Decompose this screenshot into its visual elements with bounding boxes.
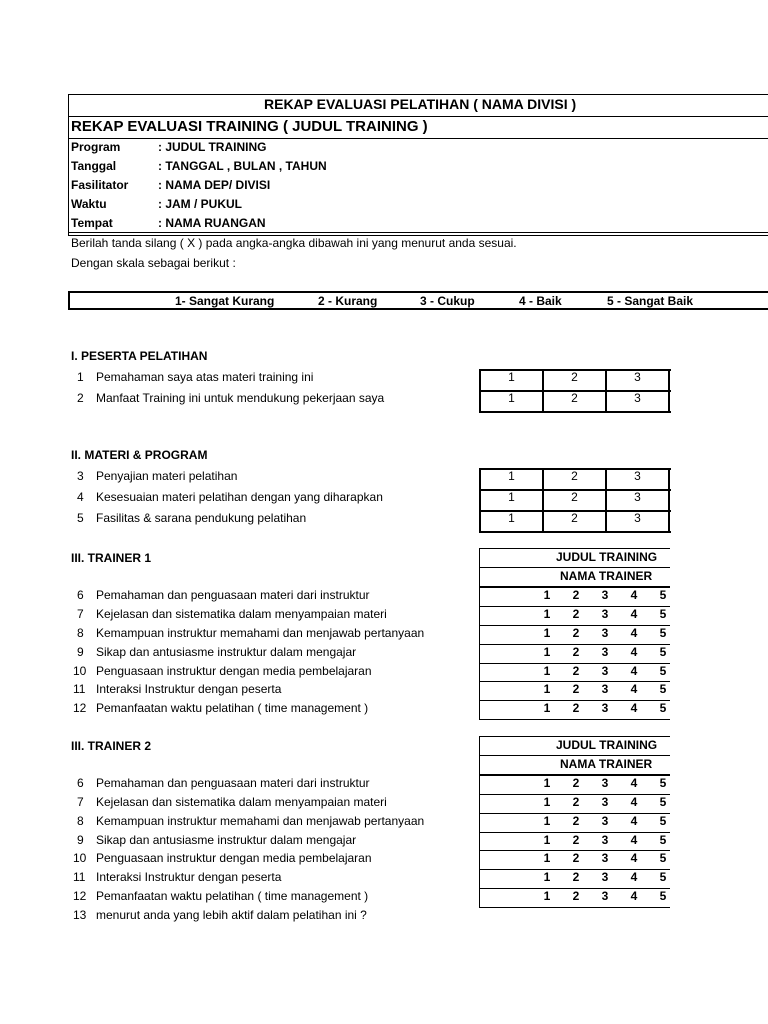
item-text: Pemahaman saya atas materi training ini bbox=[96, 370, 314, 384]
rating-option-5[interactable]: 5 bbox=[659, 664, 667, 678]
rating-option-1[interactable]: 1 bbox=[543, 607, 551, 621]
item-text: Penguasaan instruktur dengan media pembelajaran bbox=[96, 851, 372, 865]
rating-option-3[interactable]: 3 bbox=[634, 490, 641, 504]
scale-option: 3 - Cukup bbox=[420, 294, 475, 308]
info-value: : NAMA DEP/ DIVISI bbox=[158, 178, 271, 192]
rating-option-1[interactable]: 1 bbox=[543, 833, 551, 847]
item-number: 11 bbox=[73, 870, 86, 884]
item-text: Pemahaman dan penguasaan materi dari instruktur bbox=[96, 588, 370, 602]
trainer2-trainer-name: NAMA TRAINER bbox=[560, 757, 653, 771]
item-text: Interaksi Instruktur dengan peserta bbox=[96, 870, 282, 884]
item-text: Sikap dan antusiasme instruktur dalam mengajar bbox=[96, 833, 357, 847]
item-number: 2 bbox=[77, 391, 84, 405]
rating-option-1[interactable]: 1 bbox=[543, 626, 551, 640]
rating-option-1[interactable]: 1 bbox=[508, 469, 515, 483]
rating-option-1[interactable]: 1 bbox=[543, 682, 551, 696]
rating-option-2[interactable]: 2 bbox=[572, 814, 580, 828]
rating-option-2[interactable]: 2 bbox=[572, 682, 580, 696]
rating-option-3[interactable]: 3 bbox=[601, 626, 609, 640]
item-number: 10 bbox=[73, 851, 87, 865]
rating-option-5[interactable]: 5 bbox=[659, 588, 667, 602]
item-number: 4 bbox=[77, 490, 84, 504]
item-number: 7 bbox=[77, 607, 84, 621]
item-text: Kesesuaian materi pelatihan dengan yang diharapkan bbox=[96, 490, 383, 504]
item-text: Sikap dan antusiasme instruktur dalam mengajar bbox=[96, 645, 357, 659]
item-text: Pemanfaatan waktu pelatihan ( time management ) bbox=[96, 701, 369, 715]
rating-option-3[interactable]: 3 bbox=[601, 664, 609, 678]
grid-line bbox=[479, 736, 670, 737]
grid-line bbox=[479, 411, 671, 413]
rating-option-2[interactable]: 2 bbox=[572, 626, 580, 640]
info-label: Tempat bbox=[71, 216, 113, 230]
item-number: 13 bbox=[73, 908, 87, 922]
item-text: Fasilitas & sarana pendukung pelatihan bbox=[96, 511, 307, 525]
info-label: Tanggal bbox=[71, 159, 117, 173]
rating-option-5[interactable]: 5 bbox=[659, 626, 667, 640]
rating-option-2[interactable]: 2 bbox=[572, 795, 580, 809]
rating-option-4[interactable]: 4 bbox=[630, 851, 638, 865]
item-number: 9 bbox=[77, 645, 84, 659]
section-materi-title: II. MATERI & PROGRAM bbox=[71, 448, 208, 462]
item-number: 10 bbox=[73, 664, 87, 678]
scale-option: 1- Sangat Kurang bbox=[175, 294, 275, 308]
trainer1-title: III. TRAINER 1 bbox=[71, 551, 152, 565]
rating-option-3[interactable]: 3 bbox=[601, 889, 609, 903]
grid-line bbox=[479, 755, 670, 756]
rating-option-3[interactable]: 3 bbox=[601, 795, 609, 809]
rating-option-3[interactable]: 3 bbox=[601, 607, 609, 621]
rating-option-5[interactable]: 5 bbox=[659, 645, 667, 659]
item-number: 8 bbox=[77, 814, 84, 828]
rating-option-4[interactable]: 4 bbox=[630, 795, 638, 809]
info-value: : NAMA RUANGAN bbox=[158, 216, 266, 230]
main-title: REKAP EVALUASI PELATIHAN ( NAMA DIVISI ) bbox=[264, 96, 577, 112]
grid-line bbox=[479, 548, 480, 719]
trainer1-trainer-name: NAMA TRAINER bbox=[560, 569, 653, 583]
rating-option-5[interactable]: 5 bbox=[659, 889, 667, 903]
scale-option: 5 - Sangat Baik bbox=[607, 294, 694, 308]
rating-option-1[interactable]: 1 bbox=[508, 391, 515, 405]
rating-option-1[interactable]: 1 bbox=[543, 701, 551, 715]
rating-option-4[interactable]: 4 bbox=[630, 776, 638, 790]
rating-option-5[interactable]: 5 bbox=[659, 851, 667, 865]
rating-option-4[interactable]: 4 bbox=[630, 607, 638, 621]
rating-option-5[interactable]: 5 bbox=[659, 701, 667, 715]
rating-option-2[interactable]: 2 bbox=[572, 588, 580, 602]
trainer2-title: III. TRAINER 2 bbox=[71, 739, 152, 753]
rating-option-3[interactable]: 3 bbox=[634, 391, 641, 405]
rating-option-2[interactable]: 2 bbox=[572, 701, 580, 715]
rating-option-4[interactable]: 4 bbox=[630, 870, 638, 884]
rating-option-1[interactable]: 1 bbox=[543, 664, 551, 678]
rating-option-1[interactable]: 1 bbox=[543, 795, 551, 809]
item-text: Manfaat Training ini untuk mendukung pekerjaan saya bbox=[96, 391, 385, 405]
grid-line bbox=[479, 719, 670, 720]
scale-option: 4 - Baik bbox=[519, 294, 562, 308]
rating-option-3[interactable]: 3 bbox=[601, 814, 609, 828]
rating-option-3[interactable]: 3 bbox=[601, 701, 609, 715]
item-number: 6 bbox=[77, 588, 84, 602]
rating-option-1[interactable]: 1 bbox=[543, 851, 551, 865]
item-text: Kemampuan instruktur memahami dan menjawab pertanyaan bbox=[96, 626, 425, 640]
training-title: REKAP EVALUASI TRAINING ( JUDUL TRAINING ) bbox=[71, 118, 428, 135]
rating-option-3[interactable]: 3 bbox=[634, 469, 641, 483]
rating-option-2[interactable]: 2 bbox=[572, 645, 580, 659]
grid-line bbox=[668, 468, 670, 533]
item-text: Pemanfaatan waktu pelatihan ( time management ) bbox=[96, 889, 369, 903]
info-value: : JUDUL TRAINING bbox=[158, 140, 267, 154]
rating-option-5[interactable]: 5 bbox=[659, 795, 667, 809]
rating-option-3[interactable]: 3 bbox=[601, 645, 609, 659]
grid-line bbox=[479, 907, 670, 908]
rating-option-2[interactable]: 2 bbox=[572, 664, 580, 678]
rating-option-2[interactable]: 2 bbox=[572, 870, 580, 884]
rating-option-5[interactable]: 5 bbox=[659, 870, 667, 884]
rating-option-3[interactable]: 3 bbox=[601, 833, 609, 847]
rating-option-2[interactable]: 2 bbox=[571, 370, 578, 384]
rating-option-4[interactable]: 4 bbox=[630, 588, 638, 602]
rating-option-5[interactable]: 5 bbox=[659, 833, 667, 847]
info-label: Waktu bbox=[71, 197, 107, 211]
scale-option: 2 - Kurang bbox=[318, 294, 378, 308]
rating-option-1[interactable]: 1 bbox=[508, 511, 515, 525]
rating-option-2[interactable]: 2 bbox=[571, 511, 578, 525]
rating-option-4[interactable]: 4 bbox=[630, 664, 638, 678]
rating-option-1[interactable]: 1 bbox=[543, 889, 551, 903]
item-text: Kejelasan dan sistematika dalam menyampaian materi bbox=[96, 607, 387, 621]
item-number: 5 bbox=[77, 511, 84, 525]
trainer1-training-name: JUDUL TRAINING bbox=[556, 550, 658, 564]
rating-option-3[interactable]: 3 bbox=[634, 370, 641, 384]
item-text: Kejelasan dan sistematika dalam menyampaian materi bbox=[96, 795, 387, 809]
rating-option-1[interactable]: 1 bbox=[543, 870, 551, 884]
rating-option-1[interactable]: 1 bbox=[543, 776, 551, 790]
item-number: 12 bbox=[73, 889, 87, 903]
item-text: Penyajian materi pelatihan bbox=[96, 469, 238, 483]
rating-option-1[interactable]: 1 bbox=[543, 645, 551, 659]
rating-option-2[interactable]: 2 bbox=[572, 833, 580, 847]
item-number: 6 bbox=[77, 776, 84, 790]
info-label: Program bbox=[71, 140, 121, 154]
rating-option-1[interactable]: 1 bbox=[508, 490, 515, 504]
scale-intro: Dengan skala sebagai berikut : bbox=[71, 256, 236, 270]
item-number: 8 bbox=[77, 626, 84, 640]
rating-option-4[interactable]: 4 bbox=[630, 833, 638, 847]
rating-option-4[interactable]: 4 bbox=[630, 682, 638, 696]
rating-option-5[interactable]: 5 bbox=[659, 682, 667, 696]
rating-option-2[interactable]: 2 bbox=[571, 490, 578, 504]
rating-option-3[interactable]: 3 bbox=[601, 851, 609, 865]
item-text: Pemahaman dan penguasaan materi dari instruktur bbox=[96, 776, 370, 790]
info-value: : JAM / PUKUL bbox=[158, 197, 242, 211]
rating-option-2[interactable]: 2 bbox=[572, 607, 580, 621]
rating-option-5[interactable]: 5 bbox=[659, 776, 667, 790]
grid-line bbox=[479, 548, 670, 549]
rating-option-4[interactable]: 4 bbox=[630, 645, 638, 659]
rating-option-2[interactable]: 2 bbox=[572, 776, 580, 790]
rating-option-2[interactable]: 2 bbox=[572, 889, 580, 903]
rating-option-2[interactable]: 2 bbox=[571, 391, 578, 405]
rating-option-3[interactable]: 3 bbox=[601, 588, 609, 602]
rating-option-5[interactable]: 5 bbox=[659, 814, 667, 828]
item-number: 1 bbox=[77, 370, 84, 384]
grid-line bbox=[668, 369, 670, 413]
rating-option-4[interactable]: 4 bbox=[630, 701, 638, 715]
info-value: : TANGGAL , BULAN , TAHUN bbox=[158, 159, 327, 173]
rating-option-4[interactable]: 4 bbox=[630, 889, 638, 903]
rating-option-3[interactable]: 3 bbox=[601, 776, 609, 790]
rating-option-1[interactable]: 1 bbox=[543, 588, 551, 602]
rating-option-4[interactable]: 4 bbox=[630, 814, 638, 828]
rating-option-1[interactable]: 1 bbox=[543, 814, 551, 828]
rating-option-3[interactable]: 3 bbox=[634, 511, 641, 525]
grid-line bbox=[479, 567, 670, 568]
instruction-text: Berilah tanda silang ( X ) pada angka-angka dibawah ini yang menurut anda sesuai. bbox=[71, 236, 517, 250]
trainer2-training-name: JUDUL TRAINING bbox=[556, 738, 658, 752]
grid-line bbox=[479, 736, 480, 907]
rating-option-4[interactable]: 4 bbox=[630, 626, 638, 640]
item-text: Kemampuan instruktur memahami dan menjawab pertanyaan bbox=[96, 814, 425, 828]
rating-option-3[interactable]: 3 bbox=[601, 682, 609, 696]
grid-line bbox=[479, 531, 671, 533]
rating-option-2[interactable]: 2 bbox=[572, 851, 580, 865]
rating-option-5[interactable]: 5 bbox=[659, 607, 667, 621]
item-text: menurut anda yang lebih aktif dalam pelatihan ini ? bbox=[96, 908, 367, 922]
item-number: 3 bbox=[77, 469, 84, 483]
item-number: 12 bbox=[73, 701, 87, 715]
item-text: Interaksi Instruktur dengan peserta bbox=[96, 682, 282, 696]
item-text: Penguasaan instruktur dengan media pembelajaran bbox=[96, 664, 372, 678]
section-peserta-title: I. PESERTA PELATIHAN bbox=[71, 349, 208, 363]
item-number: 9 bbox=[77, 833, 84, 847]
rating-option-3[interactable]: 3 bbox=[601, 870, 609, 884]
rating-option-2[interactable]: 2 bbox=[571, 469, 578, 483]
item-number: 7 bbox=[77, 795, 84, 809]
info-label: Fasilitator bbox=[71, 178, 129, 192]
rating-option-1[interactable]: 1 bbox=[508, 370, 515, 384]
item-number: 11 bbox=[73, 682, 86, 696]
